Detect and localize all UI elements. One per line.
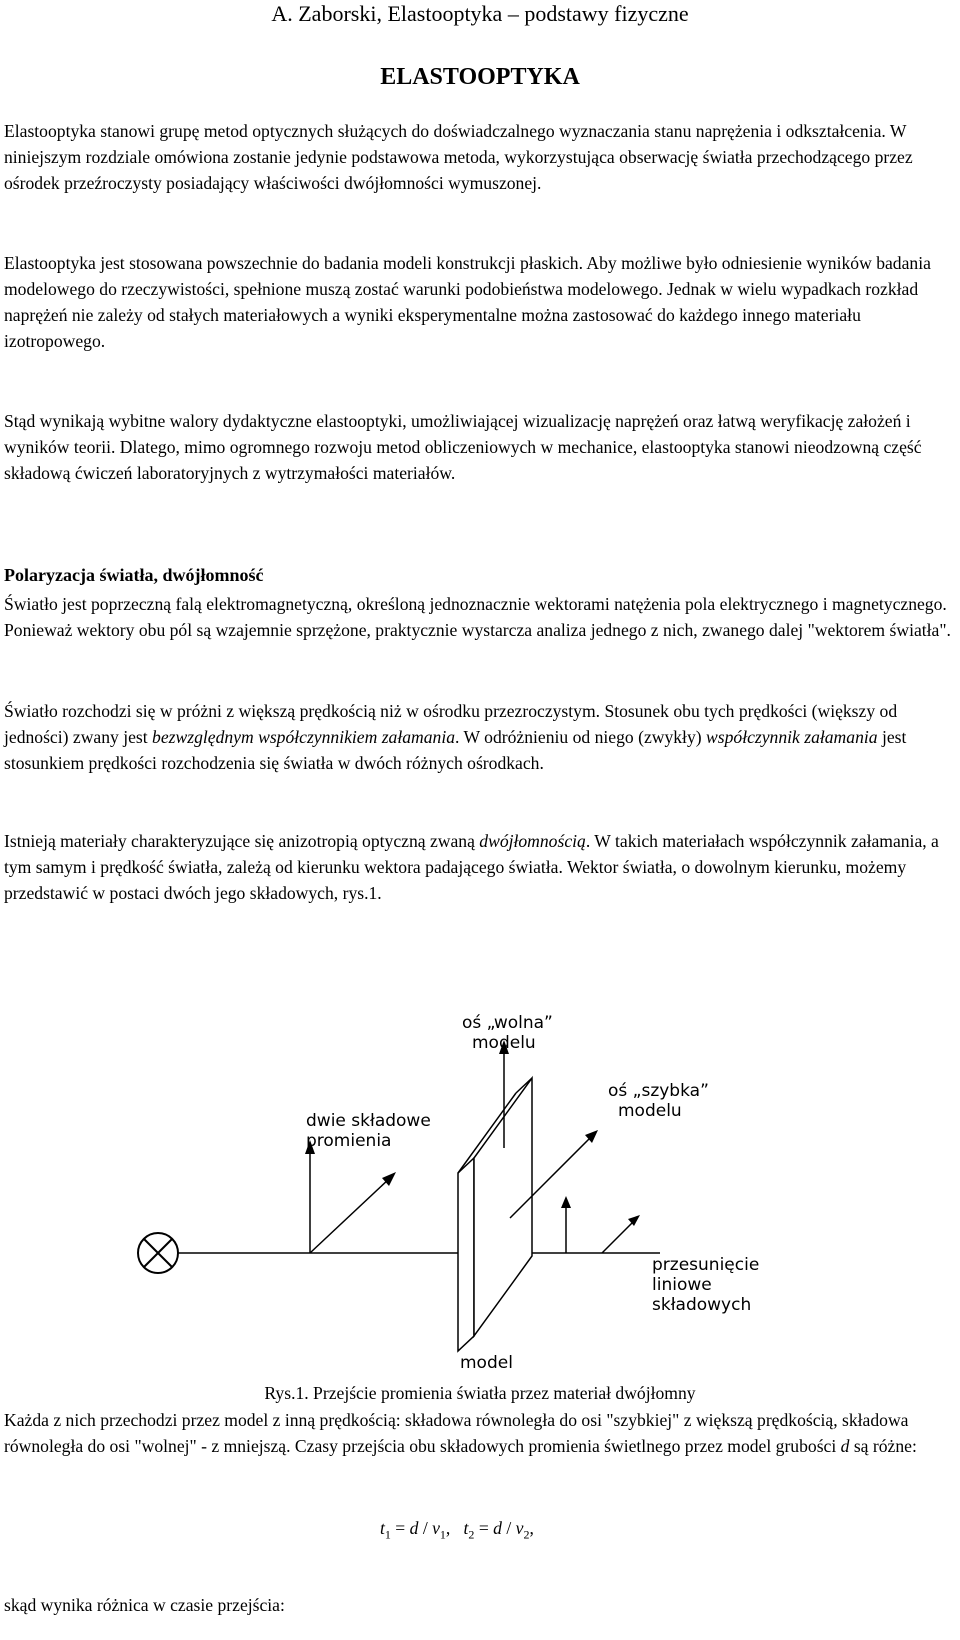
figure-caption: Rys.1. Przejście promienia światła przez materiał dwójłomny bbox=[264, 1383, 696, 1403]
label-components: promienia bbox=[306, 1131, 392, 1151]
symbol-d: d bbox=[409, 1518, 419, 1538]
divide: / bbox=[418, 1518, 433, 1538]
equals: = bbox=[390, 1518, 410, 1538]
model-plate-front bbox=[458, 1158, 474, 1351]
shifted-component bbox=[602, 1220, 635, 1253]
document-title: ELASTOOPTYKA bbox=[380, 64, 580, 90]
emphasis-term: dwójłomnością bbox=[479, 831, 586, 851]
text-run: Każda z nich przechodzi przez model z inną prędkością: składowa równoległa do osi "szybkiej" z większą prędkością, składowa równoległa do osi "wolnej" - z mniejszą. Czasy przejścia obu składowych promienia świetlnego przez model grubości bbox=[4, 1410, 909, 1456]
paragraph-intro: Elastooptyka stanowi grupę metod optycznych służących do doświadczalnego wyznaczania stanu naprężenia i odkształcenia. W niniejszym rozdziale omówiona zostanie jedynie podstawowa metoda, wykorzystująca obserwację światła przechodzącego przez ośrodek przeźroczysty posiadający właściwości dwójłomności wymuszonej. bbox=[4, 121, 913, 193]
page-header: A. Zaborski, Elastooptyka – podstawy fizyczne bbox=[271, 1, 689, 26]
divide: / bbox=[501, 1518, 516, 1538]
text-run: Światło rozchodzi się w próżni z większą prędkością niż w ośrodku przezroczystym. Stosunek obu tych prędkości (większy od jedności) zwany jest bbox=[4, 701, 898, 747]
label-slow-axis: oś „wolna” bbox=[462, 1013, 553, 1033]
text-run: . W odróżnieniu od niego (zwykły) bbox=[455, 727, 707, 747]
paragraph-light-wave: Światło jest poprzeczną falą elektromagnetyczną, określoną jednoznacznie wektorami natężenia pola elektrycznego i magnetycznego. Ponieważ wektory obu pól są wzajemnie sprzężone, praktycznie wystarcza analiza jednego z nich, zwanego dalej "wektorem światła". bbox=[4, 594, 951, 640]
paragraph-models: Elastooptyka jest stosowana powszechnie do badania modeli konstrukcji płaskich. Aby możliwe było odniesienie wyników badania modelowego do rzeczywistości, spełnione muszą zostać warunki podobieństwa modelowego. Jednak w wielu wypadkach rozkład naprężeń nie zależy od stałych materiałowych a wyniki eksperymentalne można zastosować do każdego innego materiału izotropowego. bbox=[4, 253, 931, 351]
paragraph-time-difference: skąd wynika różnica w czasie przejścia: bbox=[4, 1595, 285, 1615]
label-shift: składowych bbox=[652, 1295, 752, 1315]
comma: , bbox=[529, 1518, 534, 1538]
equals: = bbox=[474, 1518, 494, 1538]
figure-drawing bbox=[130, 1008, 770, 1373]
symbol-v: v bbox=[515, 1518, 524, 1538]
section-heading: Polaryzacja światła, dwójłomność bbox=[4, 565, 264, 585]
label-fast-axis: modelu bbox=[618, 1101, 682, 1121]
emphasis-term: współczynnik załamania bbox=[706, 727, 878, 747]
emphasis-term: bezwzględnym współczynnikiem załamania bbox=[152, 727, 456, 747]
label-shift: przesunięcie bbox=[652, 1255, 760, 1275]
component-arrow-diagonal bbox=[310, 1178, 390, 1253]
paragraph-components bbox=[4, 1407, 954, 1459]
symbol-d: d bbox=[493, 1518, 502, 1538]
subscript: 1 bbox=[384, 1527, 391, 1542]
paragraph-birefringence bbox=[4, 828, 954, 906]
paragraph-refraction bbox=[4, 698, 954, 776]
label-shift: liniowe bbox=[652, 1275, 712, 1295]
arrow-head-icon bbox=[561, 1196, 571, 1208]
symbol-t: t bbox=[463, 1518, 469, 1538]
symbol-v: v bbox=[432, 1518, 440, 1538]
subscript: 1 bbox=[439, 1527, 446, 1542]
subscript: 2 bbox=[468, 1527, 475, 1542]
text-run: są różne: bbox=[849, 1436, 917, 1456]
text-run: . W takich materiałach współczynnik załamania, a tym samym i prędkość światła, zależą od kierunku wektora padającego światła. Wektor światła, o dowolnym kierunku, możemy przedstawić w postaci dwóch jego składowych, rys.1. bbox=[4, 831, 939, 903]
paragraph-didactic: Stąd wynikają wybitne walory dydaktyczne elastooptyki, umożliwiającej wizualizację naprężeń oraz łatwą weryfikację założeń i wyników teorii. Dlatego, mimo ogromnego rozwoju metod obliczeniowych w mechanice, elastooptyka stanowi nieodzowną część składową ćwiczeń laboratoryjnych z wytrzymałości materiałów. bbox=[4, 411, 922, 483]
label-slow-axis: modelu bbox=[472, 1033, 536, 1053]
label-fast-axis: oś „szybka” bbox=[608, 1081, 709, 1101]
text-run: Istnieją materiały charakteryzujące się anizotropią optyczną zwaną bbox=[4, 831, 480, 851]
text-run: jest stosunkiem prędkości rozchodzenia się światła w dwóch różnych ośrodkach. bbox=[4, 727, 907, 773]
symbol-t: t bbox=[380, 1518, 385, 1538]
emphasis-symbol: d bbox=[840, 1436, 850, 1456]
figure-birefringence bbox=[130, 1008, 770, 1373]
formula-times bbox=[380, 1515, 534, 1548]
model-plate-side bbox=[474, 1078, 532, 1336]
label-components: dwie składowe bbox=[306, 1111, 431, 1131]
comma: , bbox=[445, 1518, 451, 1538]
subscript: 2 bbox=[523, 1527, 530, 1542]
label-model: model bbox=[460, 1353, 513, 1373]
